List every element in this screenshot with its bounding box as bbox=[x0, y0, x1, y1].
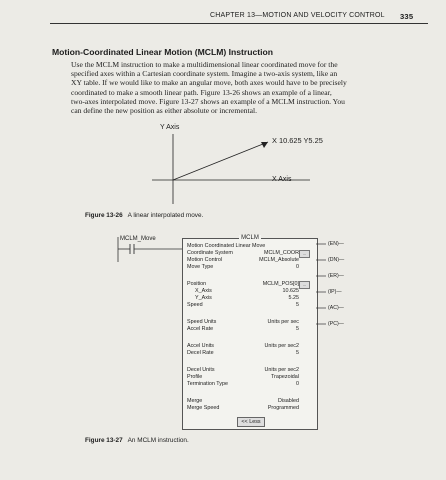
row-description bbox=[187, 243, 313, 250]
row-label: X_Axis bbox=[195, 288, 212, 294]
row-value: MCLM_Absolute bbox=[259, 257, 299, 263]
row-label: Merge Speed bbox=[187, 405, 220, 411]
y-axis-label: Y Axis bbox=[160, 124, 180, 131]
row-position bbox=[187, 281, 313, 288]
running-header: CHAPTER 13—MOTION AND VELOCITY CONTROL bbox=[210, 12, 385, 19]
paragraph-line: Use the MCLM instruction to make a multidimensional linear coordinated move for the bbox=[71, 60, 338, 69]
row-value: MCLM_COOR bbox=[263, 250, 299, 256]
row-label: Termination Type bbox=[187, 381, 228, 387]
output-en: (EN)— bbox=[328, 241, 344, 247]
paragraph-line: can define the new position as either absolute or incremental. bbox=[71, 106, 257, 116]
output-ac: (AC)— bbox=[328, 305, 344, 311]
row-label: Accel Units bbox=[187, 343, 214, 349]
row-merge bbox=[187, 398, 313, 405]
paragraph-line: XY table. If we would like to make an angular move, both axes would have to be precisely bbox=[71, 78, 347, 88]
row-value: Units per sec bbox=[267, 319, 299, 325]
row-label: Y_Axis bbox=[195, 295, 212, 301]
row-decel-rate bbox=[187, 350, 313, 357]
row-motion-control bbox=[187, 257, 313, 264]
row-decel-units bbox=[187, 367, 313, 374]
row-label: Coordinate System bbox=[187, 250, 233, 256]
paragraph-line: two-axes interpolated move. Figure 13-27 shows an example of a MCLM instruction. You bbox=[71, 96, 345, 106]
rung-tag-label: MCLM_Move bbox=[120, 236, 156, 242]
output-ip: (IP)— bbox=[328, 289, 342, 295]
page-number: 335 bbox=[400, 12, 414, 21]
block-title bbox=[183, 234, 317, 242]
move-path-line bbox=[173, 142, 268, 180]
paragraph-line: specified axes within a Cartesian coordinate system. Imagine a two-axis system, like an bbox=[71, 69, 338, 79]
row-label: Decel Units bbox=[187, 367, 215, 373]
output-ac-label: AC bbox=[329, 305, 337, 311]
output-en-label: EN bbox=[329, 241, 337, 247]
row-label: Profile bbox=[187, 374, 203, 380]
row-speed-units bbox=[187, 319, 313, 326]
output-coils bbox=[316, 232, 356, 332]
target-point-label: X 10.625 Y5.25 bbox=[272, 136, 323, 145]
row-value: 5 bbox=[296, 326, 299, 332]
row-label: Speed Units bbox=[187, 319, 217, 325]
row-label: Motion Coordinated Linear Move bbox=[187, 243, 266, 249]
mclm-instruction-block[interactable] bbox=[182, 235, 318, 430]
row-value: 5 bbox=[296, 302, 299, 308]
row-merge-speed bbox=[187, 405, 313, 412]
x-axis-label: X Axis bbox=[272, 176, 292, 183]
linear-move-diagram bbox=[150, 120, 370, 210]
output-ip-label: IP bbox=[329, 289, 335, 295]
row-value: Disabled bbox=[278, 398, 299, 404]
row-termination-type bbox=[187, 381, 313, 388]
row-value: 5 bbox=[296, 350, 299, 356]
figure-26-caption-text: A linear interpolated move. bbox=[127, 212, 204, 219]
section-title: Motion-Coordinated Linear Motion (MCLM) Instruction bbox=[52, 47, 274, 57]
paragraph-line: coordinated to make a smooth linear path. Figure 13-26 shows an example of a linear, bbox=[71, 87, 332, 97]
output-pc-label: PC bbox=[329, 321, 337, 327]
output-er: (ER)— bbox=[328, 273, 344, 279]
row-accel-rate bbox=[187, 326, 313, 333]
row-label: Position bbox=[187, 281, 207, 287]
row-value: 0 bbox=[296, 264, 299, 270]
row-value: 10.625 bbox=[282, 288, 299, 294]
row-label: Motion Control bbox=[187, 257, 223, 263]
row-value: Programmed bbox=[267, 405, 299, 411]
browse-button[interactable]: ... bbox=[299, 281, 310, 289]
less-button[interactable]: << Less bbox=[237, 417, 265, 427]
figure-26-caption bbox=[85, 212, 203, 219]
row-accel-units bbox=[187, 343, 313, 350]
browse-button[interactable]: ... bbox=[299, 250, 310, 258]
row-label: Accel Rate bbox=[187, 326, 214, 332]
row-label: Speed bbox=[187, 302, 203, 308]
figure-27-caption-text: An MCLM instruction. bbox=[127, 437, 189, 444]
row-value: Units per sec2 bbox=[264, 367, 299, 373]
output-er-label: ER bbox=[329, 273, 337, 279]
row-value: 0 bbox=[296, 381, 299, 387]
row-coordinate-system bbox=[187, 250, 313, 257]
row-speed bbox=[187, 302, 313, 309]
row-value: Trapezoidal bbox=[271, 374, 299, 380]
row-value: 5.25 bbox=[288, 295, 299, 301]
row-label: Merge bbox=[187, 398, 203, 404]
output-pc: (PC)— bbox=[328, 321, 344, 327]
row-profile bbox=[187, 374, 313, 381]
figure-27-caption bbox=[85, 437, 189, 444]
row-move-type bbox=[187, 264, 313, 271]
figure-27-number: Figure 13-27 bbox=[85, 437, 123, 444]
row-value: MCLM_POS[0] bbox=[262, 281, 299, 287]
row-label: Decel Rate bbox=[187, 350, 214, 356]
row-x-axis bbox=[187, 288, 313, 295]
row-value: Units per sec2 bbox=[264, 343, 299, 349]
row-y-axis bbox=[187, 295, 313, 302]
header-rule bbox=[50, 23, 428, 24]
figure-26-number: Figure 13-26 bbox=[85, 212, 123, 219]
output-dn: (DN)— bbox=[328, 257, 345, 263]
row-label: Move Type bbox=[187, 264, 214, 270]
output-dn-label: DN bbox=[329, 257, 338, 263]
move-arrowhead bbox=[261, 142, 268, 148]
block-title-text: MCLM bbox=[241, 235, 259, 241]
body-paragraph bbox=[71, 60, 426, 115]
